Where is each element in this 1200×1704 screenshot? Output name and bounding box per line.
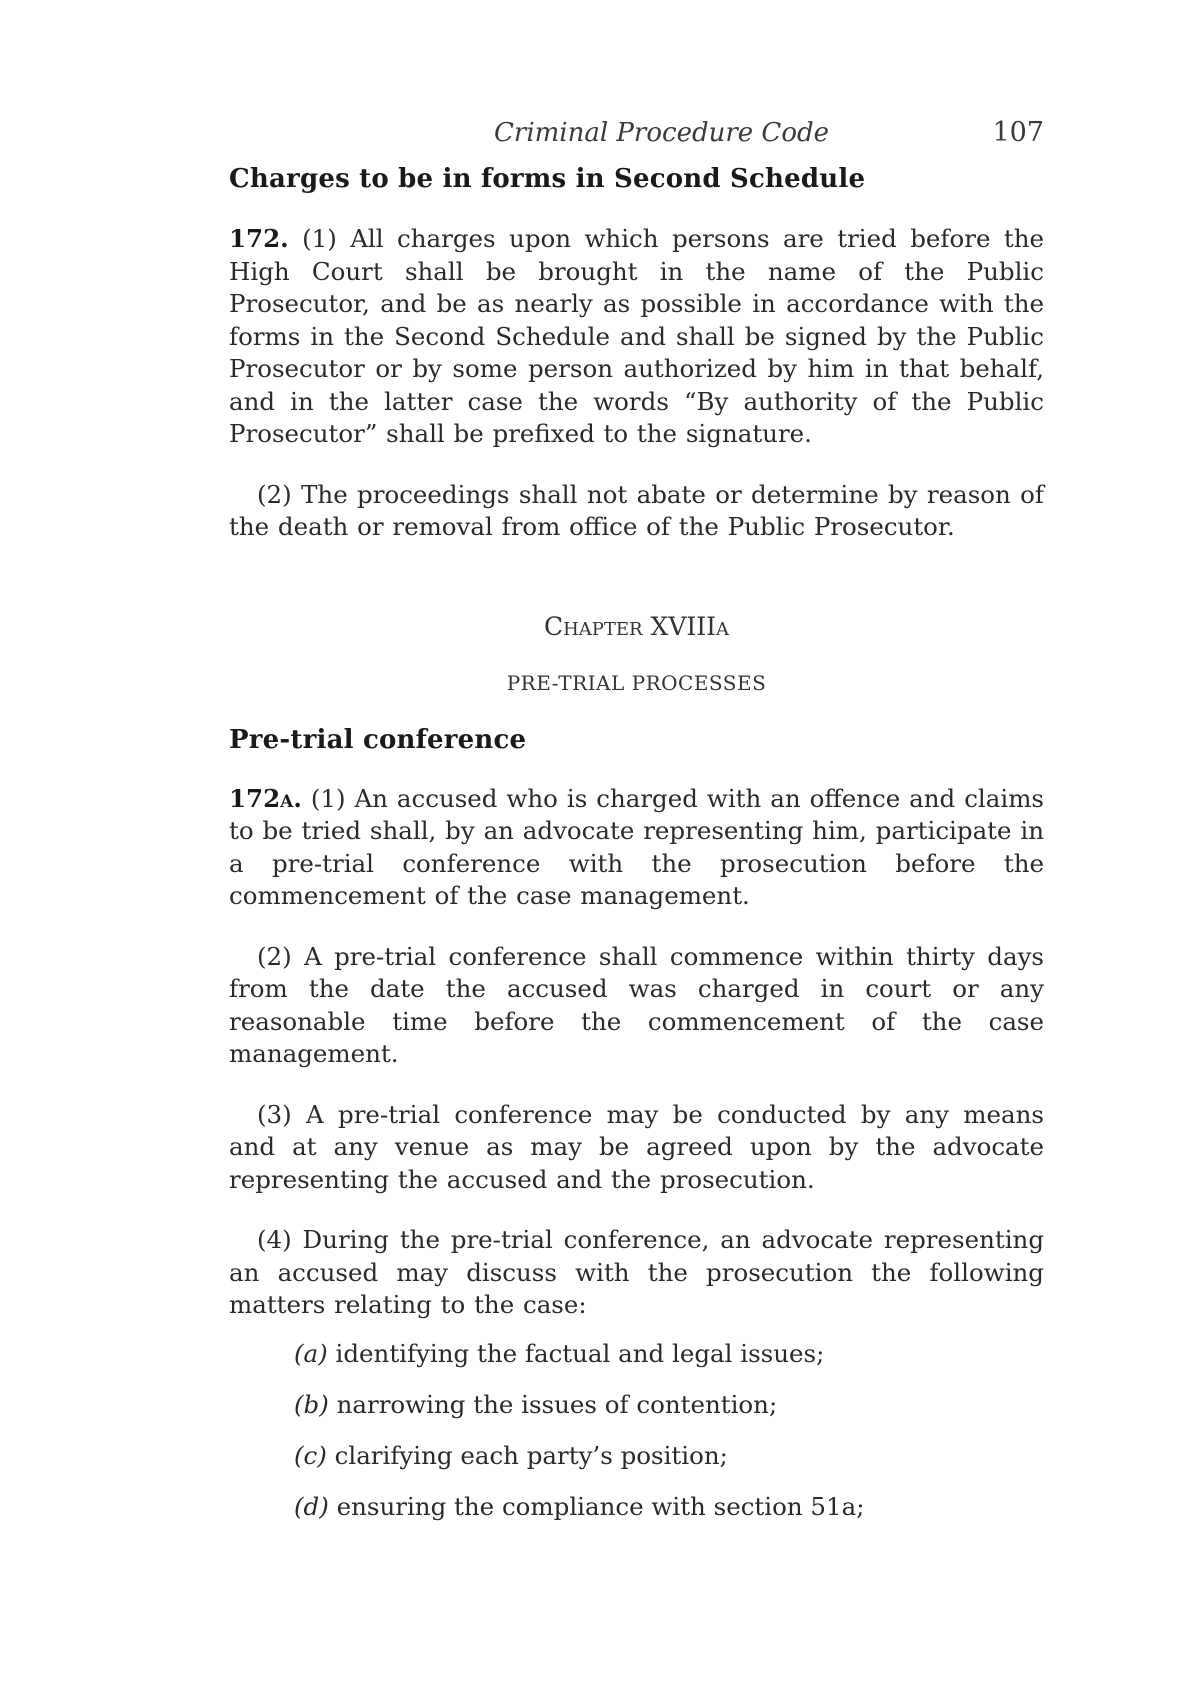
running-title: Criminal Procedure Code [494, 118, 830, 148]
chapter-subtitle: PRE-TRIAL PROCESSES [506, 670, 767, 695]
section-172a-heading: Pre-trial conference [229, 724, 527, 755]
section-172a-sub-3: (3) A pre-trial conference may be conducted by any means and at any venue as may be agreed upon by the advocate representing the accused and the prosecution. [229, 1099, 1044, 1194]
list-item-text: identifying the factual and legal issues; [335, 1338, 825, 1368]
section-172-number: 172. [229, 224, 289, 253]
section-172a-para-1 [229, 783, 1044, 913]
list-item [294, 1338, 1044, 1370]
list-item [294, 1491, 1044, 1523]
page-header [229, 112, 1044, 152]
list-item-text: ensuring the compliance with section 51a; [336, 1491, 865, 1521]
section-172-para-1 [229, 223, 1044, 451]
section-172a-sub-2: (2) A pre-trial conference shall commence within thirty days from the date the accused was charged in court or any reasonable time before the commencement of the case management. [229, 941, 1044, 1068]
list-item-label: (a) [294, 1338, 328, 1368]
section-172a-number: 172a. [229, 783, 302, 813]
section-172-heading: Charges to be in forms in Second Schedule [229, 164, 866, 194]
page-number: 107 [992, 117, 1044, 148]
list-item-label: (c) [294, 1440, 327, 1470]
section-172a-sub-1: (1) An accused who is charged with an offence and claims to be tried shall, by an advocate representing him, participate in a pre-trial conference with the prosecution before the commencement of the case management. [229, 783, 1044, 910]
list-item [294, 1440, 1044, 1472]
list-item [294, 1389, 1044, 1421]
chapter-title: Chapter XVIIIa [543, 611, 730, 641]
section-172-sub-2: (2) The proceedings shall not abate or determine by reason of the death or removal from office of the Public Prosecutor. [229, 479, 1044, 541]
document-page [229, 112, 1044, 1542]
list-item-label: (d) [294, 1491, 329, 1521]
section-172a-sub-4: (4) During the pre-trial conference, an advocate representing an accused may discuss with the prosecution the following matters relating to the case: [229, 1225, 1044, 1319]
section-172-sub-1: (1) All charges upon which persons are tried before the High Court shall be brought in the name of the Public Prosecutor, and be as nearly as possible in accordance with the forms in the Second Schedule and shall be signed by the Public Prosecutor or by some person authorized by him in that behalf, and in the latter case the words “By authority of the Public Prosecutor” shall be prefixed to the signature. [229, 224, 1044, 448]
list-item-text: narrowing the issues of contention; [336, 1389, 778, 1419]
list-item-text: clarifying each party’s position; [334, 1440, 728, 1470]
list-item-label: (b) [294, 1389, 329, 1419]
section-172a-items [229, 1338, 1044, 1523]
